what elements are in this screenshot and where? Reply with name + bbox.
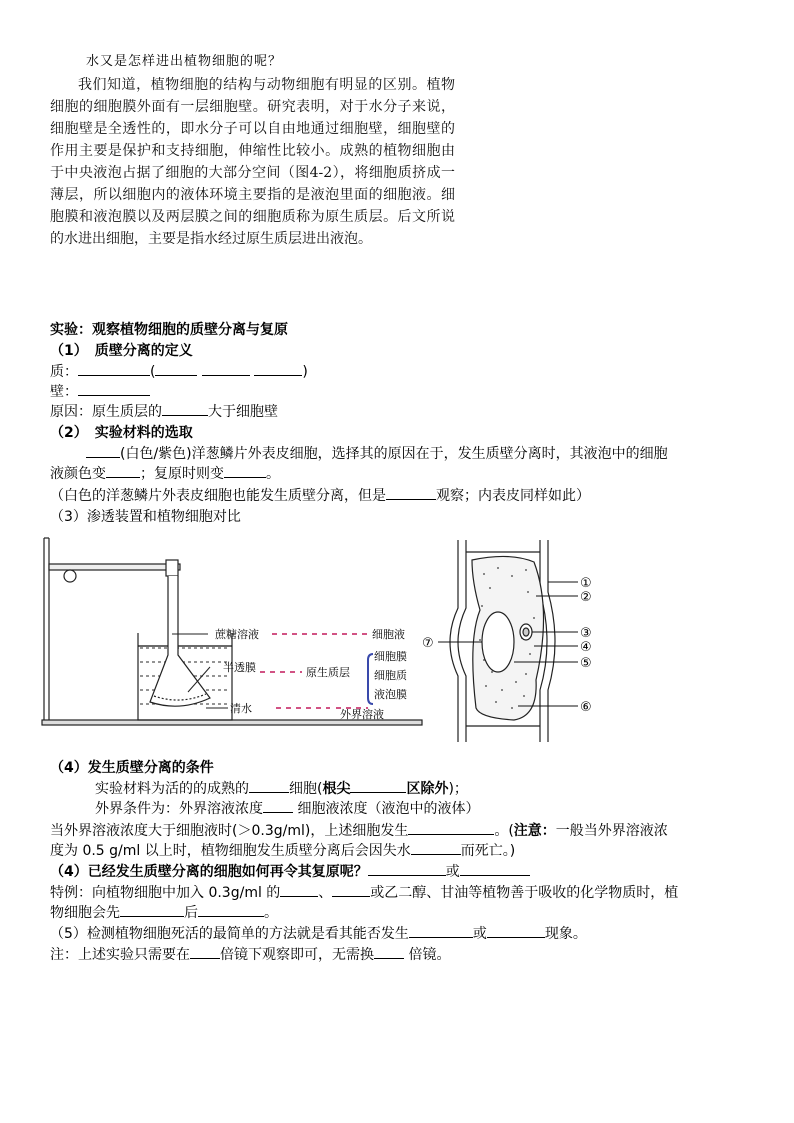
label-cell-sap: 细胞液 — [372, 628, 405, 641]
s1-zhi-line: 质： ( ) — [50, 361, 308, 382]
intro-paragraph — [50, 74, 455, 250]
s3-title: （3）渗透装置和植物细胞对比 — [50, 509, 241, 525]
s2-l1-text: (白色/紫色)洋葱鳞片外表皮细胞，选择其的原因在于，发生质壁分离时，其液泡中的细胞 — [120, 446, 668, 462]
s4-c1-e: )； — [448, 781, 468, 797]
num-7: ⑦ — [422, 636, 434, 651]
s5-or: 或 — [445, 864, 460, 880]
s6-a: （5）检测植物细胞死活的最简单的方法就是看其能否发生 — [50, 926, 409, 942]
blank-zhi-c[interactable] — [254, 361, 302, 376]
blank-alive-2[interactable] — [487, 923, 545, 938]
blank-then[interactable] — [198, 902, 264, 917]
blank-zhi-a[interactable] — [155, 361, 197, 376]
blank-color-light[interactable] — [224, 463, 266, 478]
label-sucrose: 蔗糖溶液 — [215, 628, 259, 641]
num-2: ② — [580, 590, 592, 605]
s2-line1 — [86, 443, 668, 464]
blank-zhi-b[interactable] — [202, 361, 250, 376]
note-c: 倍镜。 — [404, 947, 451, 963]
label-water: 清水 — [230, 702, 252, 715]
num-1: ① — [580, 576, 592, 591]
s5-sp1-a: 特例：向植物细胞中加入 0.3g/ml 的 — [50, 885, 281, 901]
s4-c1-d: 区除外 — [406, 781, 449, 797]
blank-solute-2[interactable] — [332, 882, 370, 897]
s4-w2 — [50, 840, 515, 861]
s6-b: 或 — [472, 926, 487, 942]
num-5: ⑤ — [580, 656, 592, 671]
s4-w1 — [50, 820, 668, 841]
s5-sp2-a: 物细胞会先 — [50, 905, 120, 921]
s5-sp1 — [50, 882, 678, 903]
s6-line — [50, 923, 587, 944]
bi-label: 壁： — [50, 384, 78, 400]
s4-w2-a: 度为 0.5 g/ml 以上时，植物细胞发生质壁分离后会因失水 — [50, 843, 411, 859]
osmosis-figure — [40, 530, 620, 750]
reason-b: 大于细胞壁 — [208, 404, 278, 420]
s4-w1-b: 。( — [494, 823, 514, 839]
blank-root-zone[interactable] — [350, 778, 406, 793]
s2-l2-a: 液颜色变 — [50, 466, 106, 482]
s2-l2-b: ；复原时则变 — [140, 466, 224, 482]
s5-title-line — [50, 861, 530, 882]
s4-c1-c: 根尖 — [322, 781, 351, 797]
blank-phenomenon[interactable] — [408, 820, 494, 835]
s4-c2 — [95, 798, 479, 819]
s4-c1 — [95, 778, 468, 799]
blank-compare[interactable] — [263, 798, 293, 813]
left-labels — [172, 627, 407, 721]
num-6: ⑥ — [580, 700, 592, 715]
label-membrane: 半透膜 — [223, 661, 256, 674]
s2-l2-c: 。 — [266, 466, 280, 482]
reason-a: 原因：原生质层的 — [50, 404, 162, 420]
label-external-solution: 外界溶液 — [340, 708, 384, 721]
blank-bi[interactable] — [78, 381, 150, 396]
label-vacuole-membrane: 液泡膜 — [374, 688, 407, 701]
s2-line2 — [50, 463, 280, 484]
s5-sp1-b: 、 — [318, 885, 333, 901]
s6-c: 现象。 — [544, 926, 587, 942]
blank-low[interactable] — [190, 944, 220, 959]
s4-c1-b: 细胞( — [289, 781, 323, 797]
s1-reason-line — [50, 401, 278, 422]
plant-cell — [438, 540, 578, 742]
s4-w2-b: 而死亡。) — [460, 843, 516, 859]
section-title: 实验：观察植物细胞的质壁分离与复原 — [50, 322, 288, 338]
s4-w1-d: 一般当外界溶液浓 — [555, 823, 668, 839]
blank-restore-2[interactable] — [460, 861, 530, 876]
blank-material[interactable] — [86, 443, 120, 458]
blank-cell-type[interactable] — [249, 778, 289, 793]
blank-alive-1[interactable] — [409, 923, 473, 938]
blank-reason[interactable] — [162, 401, 208, 416]
s2-note — [50, 485, 590, 506]
blank-high[interactable] — [374, 944, 404, 959]
s5-sp2 — [50, 902, 278, 923]
s4-c2-b: 细胞液浓度（液泡中的液体） — [297, 801, 480, 817]
beaker — [138, 576, 232, 720]
zhi-label: 质： — [50, 364, 78, 380]
s5-title: （4）已经发生质壁分离的细胞如何再令其复原呢？ — [50, 864, 368, 880]
s2-note-a: （白色的洋葱鳞片外表皮细胞也能发生质壁分离，但是 — [50, 488, 386, 504]
num-3: ③ — [580, 626, 592, 641]
note-line — [50, 944, 450, 965]
blank-color-deep[interactable] — [106, 463, 140, 478]
s5-sp2-c: 。 — [264, 905, 278, 921]
label-cytoplasm: 细胞质 — [374, 669, 407, 682]
blank-observe[interactable] — [386, 485, 436, 500]
s2-note-b: 观察；内表皮同样如此） — [436, 488, 590, 504]
blank-restore-1[interactable] — [368, 861, 446, 876]
blank-solute-1[interactable] — [280, 882, 318, 897]
s5-sp1-c: 或乙二醇、甘油等植物善于吸收的化学物质时，植 — [370, 885, 679, 901]
s4-c2-a: 外界条件为：外界溶液浓度 — [95, 801, 263, 817]
intro-title: 水又是怎样进出植物细胞的呢？ — [86, 54, 283, 69]
label-protoplast-layer: 原生质层 — [306, 666, 350, 679]
intro-text: 我们知道，植物细胞的结构与动物细胞有明显的区别。植物细胞的细胞膜外面有一层细胞壁。研究表明，对于水分子来说，细胞壁是全透性的，即水分子可以自由地通过细胞壁，细胞壁的作用主要是保护和支持细胞，伸缩性比较小。成熟的植物细胞由于中央液泡占据了细胞的大部分空间（图4-2），将细胞质挤成一薄层，所以细胞内的液体环境主要指的是液泡里面的细胞液。细胞膜和液泡膜以及两层膜之间的细胞质称为原生质层。后文所说的水进出细胞，主要是指水经过原生质层进出液泡。 — [50, 77, 455, 247]
note-a: 注：上述实验只需要在 — [50, 947, 190, 963]
blank-first[interactable] — [120, 902, 184, 917]
blank-zhi[interactable] — [78, 361, 150, 376]
s1-bi-line — [50, 381, 150, 402]
s2-title: （2） 实验材料的选取 — [50, 425, 193, 441]
s1-title: （1） 质壁分离的定义 — [50, 343, 193, 359]
s4-c1-a: 实验材料为活的的成熟的 — [95, 781, 249, 797]
note-b: 倍镜下观察即可，无需换 — [220, 947, 374, 963]
blank-excess[interactable] — [411, 840, 461, 855]
label-cell-membrane: 细胞膜 — [374, 650, 407, 663]
s5-sp2-b: 后 — [184, 905, 198, 921]
s4-w1-c: 注意： — [513, 823, 556, 839]
s4-w1-a: 当外界溶液浓度大于细胞液时(＞0.3g/ml)，上述细胞发生 — [50, 823, 409, 839]
num-4: ④ — [580, 640, 592, 655]
s4-title: （4）发生质壁分离的条件 — [50, 760, 214, 776]
